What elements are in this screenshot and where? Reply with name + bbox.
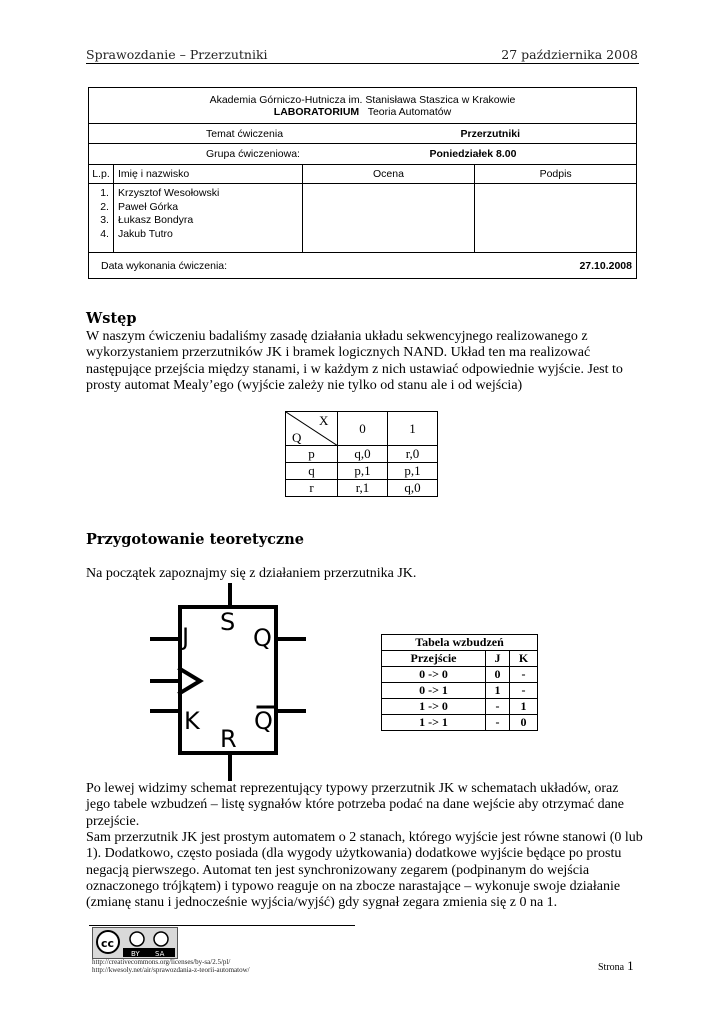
topic-label: Temat ćwiczenia <box>206 127 284 140</box>
mealy-cell: r,1 <box>338 480 388 497</box>
member-name: Jakub Tutro <box>117 227 173 240</box>
mealy-cell: p,1 <box>388 463 438 480</box>
mealy-cell: q,0 <box>388 480 438 497</box>
intro-paragraph: W naszym ćwiczeniu badaliśmy zasadę działania układu sekwencyjnego realizowanego z wykorzystaniem przerzutników JK i bramek logicznych NAND. Układ ten ma realizować następujące przejścia między stanami, i w każdym z nich ustawiać odpowiednie wyjście. Jest to prosty automat Mealy’ego (wyjście zależy nie tylko od stanu ale i od wejścia) <box>86 329 623 393</box>
page-num: 1 <box>627 958 634 973</box>
intro-title: Wstęp <box>86 310 137 327</box>
date-value: 27.10.2008 <box>579 259 632 272</box>
date-label: Data wykonania ćwiczenia: <box>101 259 228 272</box>
excitation-header: K <box>510 651 538 667</box>
cc-by-label: BY <box>131 950 140 958</box>
excitation-cell: 1 -> 0 <box>382 699 486 715</box>
license-link[interactable]: http://creativecommons.org/licenses/by-sa/2.5/pl/ <box>92 958 231 966</box>
mealy-cell: q,0 <box>338 446 388 463</box>
date-row <box>89 253 637 279</box>
group-row <box>89 144 637 165</box>
member-num: 1. <box>100 187 109 199</box>
member-names <box>113 184 302 253</box>
member-numbers <box>89 184 114 253</box>
col-header-grade: Ocena <box>302 165 475 184</box>
grade-cell <box>302 184 475 253</box>
excitation-cell: 0 -> 0 <box>382 667 486 683</box>
corner-x-label: X <box>319 413 329 428</box>
excitation-cell: - <box>486 715 510 731</box>
pin-qbar-label: Q <box>254 707 273 735</box>
excitation-cell: 1 <box>510 699 538 715</box>
col-header-name: Imię i nazwisko <box>113 165 302 184</box>
mealy-corner-cell <box>286 412 338 446</box>
corner-q-label: Q <box>292 430 302 445</box>
page-label: Strona <box>598 962 625 973</box>
mealy-state: r <box>286 480 338 497</box>
excitation-cell: - <box>486 699 510 715</box>
topic-row <box>89 124 637 144</box>
mealy-state: p <box>286 446 338 463</box>
excitation-cell: 0 <box>486 667 510 683</box>
member-num: 3. <box>100 214 109 226</box>
pin-j-label: J <box>182 623 190 651</box>
member-num: 4. <box>100 227 109 240</box>
jk-flipflop-diagram <box>148 583 308 783</box>
excitation-header: Przejście <box>382 651 486 667</box>
member-name: Paweł Górka <box>117 200 179 213</box>
pin-q-label: Q <box>253 624 272 652</box>
lab-info-table <box>88 87 637 279</box>
lab-label: LABORATORIUM <box>273 105 360 118</box>
excitation-cell: - <box>510 683 538 699</box>
header-divider <box>86 63 639 64</box>
page-header-right: 27 października 2008 <box>501 47 638 62</box>
member-name: Łukasz Bondyra <box>117 214 194 226</box>
mealy-state: q <box>286 463 338 480</box>
mealy-table <box>285 411 438 497</box>
excitation-table <box>381 634 538 731</box>
excitation-cell: 1 <box>486 683 510 699</box>
excitation-cell: - <box>510 667 538 683</box>
mealy-col-header: 1 <box>388 412 438 446</box>
col-header-signature: Podpis <box>475 165 637 184</box>
excitation-cell: 1 -> 1 <box>382 715 486 731</box>
footer-divider <box>89 925 355 926</box>
university-name: Akademia Górniczo-Hutnicza im. Stanisława Staszica w Krakowie <box>209 93 516 106</box>
mealy-cell: p,1 <box>338 463 388 480</box>
page-number <box>598 958 634 974</box>
cc-logo-icon <box>93 928 177 958</box>
member-num: 2. <box>100 200 109 213</box>
topic-value: Przerzutniki <box>460 127 521 140</box>
excitation-cell: 0 -> 1 <box>382 683 486 699</box>
lab-title <box>93 106 632 118</box>
col-header-lp: L.p. <box>89 165 114 184</box>
pin-k-label: K <box>184 707 200 735</box>
mealy-col-header: 0 <box>338 412 388 446</box>
theory-title: Przygotowanie teoretyczne <box>86 531 304 548</box>
theory-intro: Na początek zapoznajmy się z działaniem przerzutnika JK. <box>86 566 417 581</box>
description-paragraph-2: Sam przerzutnik JK jest prostym automatem o 2 stanach, którego wyjście jest równe stanowi (0 lub 1). Dodatkowo, często posiada (dla wygody użytkowania) dodatkowe wyjście będące po prostu negacją pierwszego. Automat ten jest synchronizowany zegarem (podpinanym do wejścia oznaczonego trójkątem) i typowo reaguje on na zbocze narastające – wykonuje swoje działanie (zmianę stanu i jednocześnie wyjścia/wyjść) gdy sygnał zegara zmienia się z 0 na 1. <box>86 830 643 911</box>
cc-license-badge <box>92 927 178 959</box>
lab-name: Teoria Automatów <box>367 105 452 118</box>
excitation-title: Tabela wzbudzeń <box>382 635 538 651</box>
page-header-left: Sprawozdanie – Przerzutniki <box>86 47 268 62</box>
description-paragraph-1: Po lewej widzimy schemat reprezentujący typowy przerzutnik JK w schematach układów, oraz jego tabele wzbudzeń – listę sygnałów które potrzeba podać na dane wejście aby otrzymać dane przejście. <box>86 781 625 829</box>
excitation-cell: 0 <box>510 715 538 731</box>
group-label: Grupa ćwiczeniowa: <box>206 148 300 160</box>
member-name: Krzysztof Wesołowski <box>117 187 220 199</box>
source-link[interactable]: http://kwesoly.net/air/sprawozdania-z-teorii-automatow/ <box>92 966 250 974</box>
mealy-cell: r,0 <box>388 446 438 463</box>
excitation-header: J <box>486 651 510 667</box>
pin-r-label: R <box>220 725 237 753</box>
group-value: Poniedziałek 8.00 <box>429 148 517 160</box>
lab-header-cell <box>89 88 637 124</box>
svg-text:cc: cc <box>101 937 115 950</box>
signature-cell <box>475 184 637 253</box>
cc-sa-label: SA <box>155 950 165 958</box>
pin-s-label: S <box>220 608 236 636</box>
